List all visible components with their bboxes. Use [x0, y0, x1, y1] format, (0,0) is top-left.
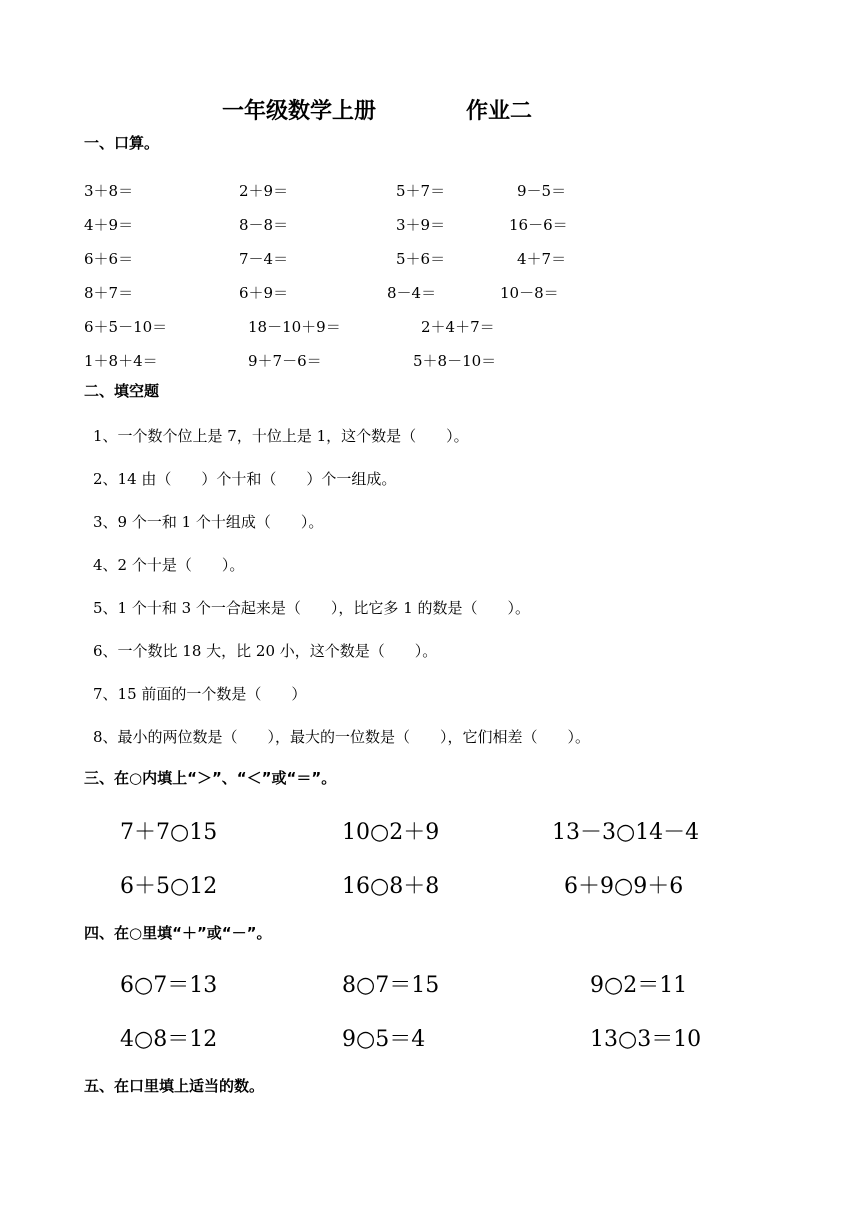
calc-item: 5＋7＝	[396, 182, 446, 200]
operator-item: 6○7＝13	[120, 973, 218, 998]
calc-item: 6＋9＝	[239, 284, 289, 302]
operator-item: 13○3＝10	[590, 1027, 702, 1052]
page-subtitle: 作业二	[466, 99, 533, 124]
fill-question: 6、一个数比 18 大，比 20 小，这个数是（ ）。	[93, 642, 438, 660]
section-3-heading: 三、在○内填上“＞”、“＜”或“＝”。	[84, 769, 337, 787]
calc-item: 8－4＝	[387, 284, 437, 302]
operator-item: 8○7＝15	[342, 973, 440, 998]
section-5-heading: 五、在口里填上适当的数。	[84, 1077, 265, 1095]
calc-item: 3＋8＝	[84, 182, 134, 200]
calc-item: 10－8＝	[500, 284, 559, 302]
fill-question: 5、1 个十和 3 个一合起来是（ ），比它多 1 的数是（ ）。	[93, 599, 531, 617]
page-title: 一年级数学上册	[222, 99, 377, 124]
section-4-heading: 四、在○里填“＋”或“－”。	[84, 924, 272, 942]
calc-item: 6＋5－10＝	[84, 318, 168, 336]
calc-item: 5＋6＝	[396, 250, 446, 268]
calc-item: 16－6＝	[509, 216, 568, 234]
calc-item: 9－5＝	[517, 182, 567, 200]
calc-item: 2＋4＋7＝	[421, 318, 495, 336]
calc-item: 4＋9＝	[84, 216, 134, 234]
compare-item: 10○2＋9	[342, 820, 440, 845]
calc-item: 3＋9＝	[396, 216, 446, 234]
calc-item: 5＋8－10＝	[413, 352, 497, 370]
section-1-heading: 一、口算。	[84, 134, 160, 152]
compare-item: 16○8＋8	[342, 874, 440, 899]
fill-question: 3、9 个一和 1 个十组成（ ）。	[93, 513, 324, 531]
calc-item: 18－10＋9＝	[248, 318, 341, 336]
operator-item: 9○5＝4	[342, 1027, 426, 1052]
calc-item: 9＋7－6＝	[248, 352, 322, 370]
fill-question: 1、一个数个位上是 7，十位上是 1，这个数是（ ）。	[93, 427, 469, 445]
fill-question: 4、2 个十是（ ）。	[93, 556, 245, 574]
fill-question: 8、最小的两位数是（ ），最大的一位数是（ ），它们相差（ ）。	[93, 728, 591, 746]
calc-item: 7－4＝	[239, 250, 289, 268]
section-2-heading: 二、填空题	[84, 382, 160, 400]
operator-item: 9○2＝11	[590, 973, 688, 998]
calc-item: 8＋7＝	[84, 284, 134, 302]
calc-item: 6＋6＝	[84, 250, 134, 268]
operator-item: 4○8＝12	[120, 1027, 218, 1052]
compare-item: 13－3○14－4	[552, 820, 700, 845]
fill-question: 2、14 由（ ）个十和（ ）个一组成。	[93, 470, 397, 488]
compare-item: 6＋9○9＋6	[564, 874, 684, 899]
calc-item: 4＋7＝	[517, 250, 567, 268]
fill-question: 7、15 前面的一个数是（ ）	[93, 685, 307, 703]
calc-item: 8－8＝	[239, 216, 289, 234]
calc-item: 1＋8＋4＝	[84, 352, 158, 370]
compare-item: 6＋5○12	[120, 874, 218, 899]
compare-item: 7＋7○15	[120, 820, 218, 845]
calc-item: 2＋9＝	[239, 182, 289, 200]
